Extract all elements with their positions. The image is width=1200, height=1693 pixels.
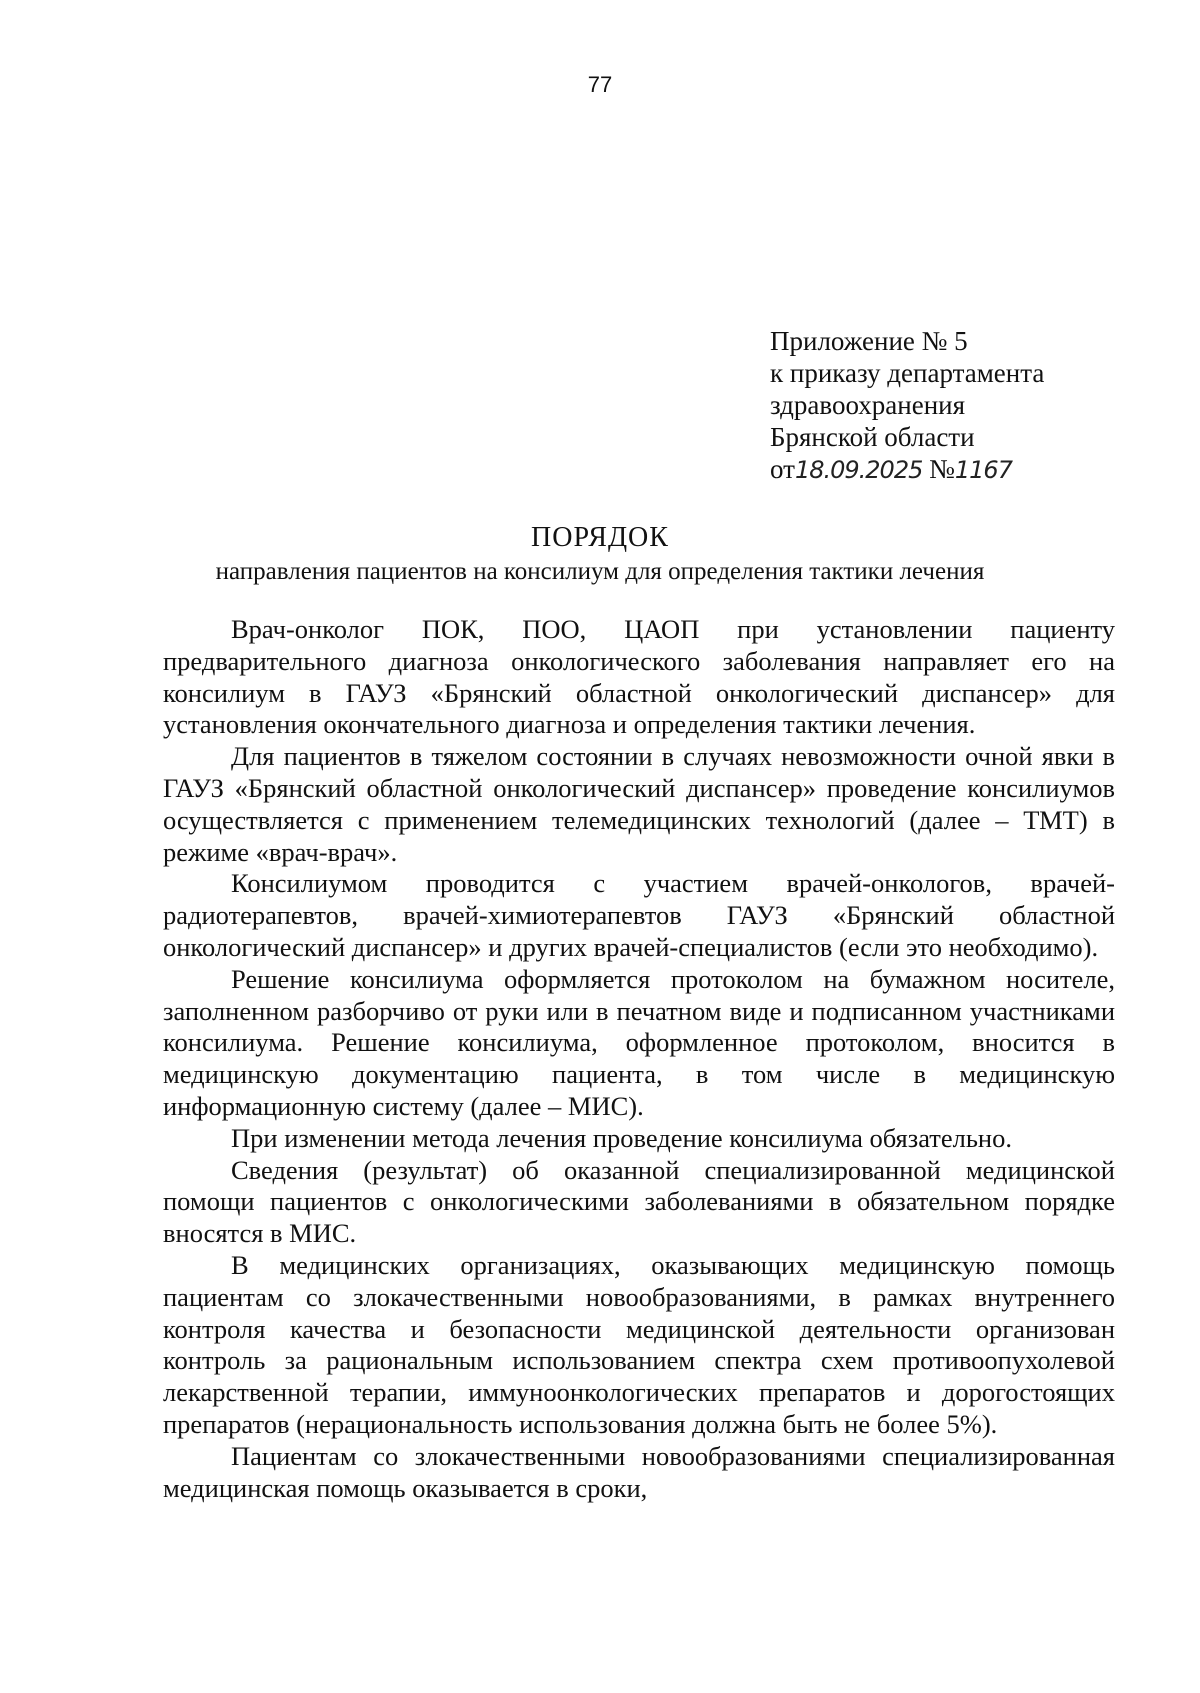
document-body bbox=[163, 614, 1115, 1504]
body-paragraph: Консилиумом проводится с участием врачей-онкологов, врачей-радиотерапевтов, врачей-химиотерапевтов ГАУЗ «Брянский областной онкологический диспансер» и других врачей-специалистов (если это необходимо). bbox=[163, 868, 1115, 962]
body-paragraph: Пациентам со злокачественными новообразованиями специализированная медицинская помощь оказывается в сроки, bbox=[163, 1440, 1115, 1503]
body-paragraph: Для пациентов в тяжелом состоянии в случаях невозможности очной явки в ГАУЗ «Брянский областной онкологический диспансер» проведение консилиумов осуществляется с применением телемедицинских технологий (далее – ТМТ) в режиме «врач-врач». bbox=[163, 741, 1115, 867]
appendix-order-line bbox=[770, 453, 1044, 486]
appendix-region: Брянской области bbox=[770, 422, 975, 452]
body-paragraph: Решение консилиума оформляется протоколом на бумажном носителе, заполненном разборчиво от руки или в печатном виде и подписанном участниками консилиума. Решение консилиума, оформленное протоколом, вносится в медицинскую документацию пациента, в том числе в медицинскую информационную систему (далее – МИС). bbox=[163, 963, 1115, 1121]
body-paragraph: Врач-онколог ПОК, ПОО, ЦАОП при установлении пациенту предварительного диагноза онкологического заболевания направляет его на консилиум в ГАУЗ «Брянский областной онкологический диспансер» для установления окончательного диагноза и определения тактики лечения. bbox=[163, 614, 1115, 740]
order-number-handwritten: 1167 bbox=[954, 456, 1012, 484]
body-paragraph: Сведения (результат) об оказанной специализированной медицинской помощи пациентов с онкологическими заболеваниями в обязательном порядке вносятся в МИС. bbox=[163, 1154, 1115, 1249]
body-paragraph: В медицинских организациях, оказывающих медицинскую помощь пациентам со злокачественными новообразованиями, в рамках внутреннего контроля качества и безопасности медицинской деятельности организован контроль за рациональным использованием спектра схем противоопухолевой лекарственной терапии, иммуноонкологических препаратов и дорогостоящих препаратов (нерациональность использования должна быть не более 5%). bbox=[163, 1249, 1115, 1439]
page-number: 77 bbox=[587, 72, 613, 97]
body-paragraph: При изменении метода лечения проведение консилиума обязательно. bbox=[231, 1122, 1012, 1153]
document-title: ПОРЯДОК bbox=[531, 522, 669, 553]
order-date-handwritten: 18.09.2025 bbox=[794, 456, 923, 484]
appendix-order-reference: к приказу департамента bbox=[770, 358, 1045, 388]
document-subtitle: направления пациентов на консилиум для определения тактики лечения bbox=[215, 558, 985, 585]
appendix-header bbox=[770, 325, 1044, 486]
order-date-prefix: от bbox=[770, 454, 795, 484]
appendix-department: здравоохранения bbox=[770, 390, 966, 420]
order-number-prefix: № bbox=[929, 454, 955, 484]
appendix-title: Приложение № 5 bbox=[770, 326, 968, 356]
